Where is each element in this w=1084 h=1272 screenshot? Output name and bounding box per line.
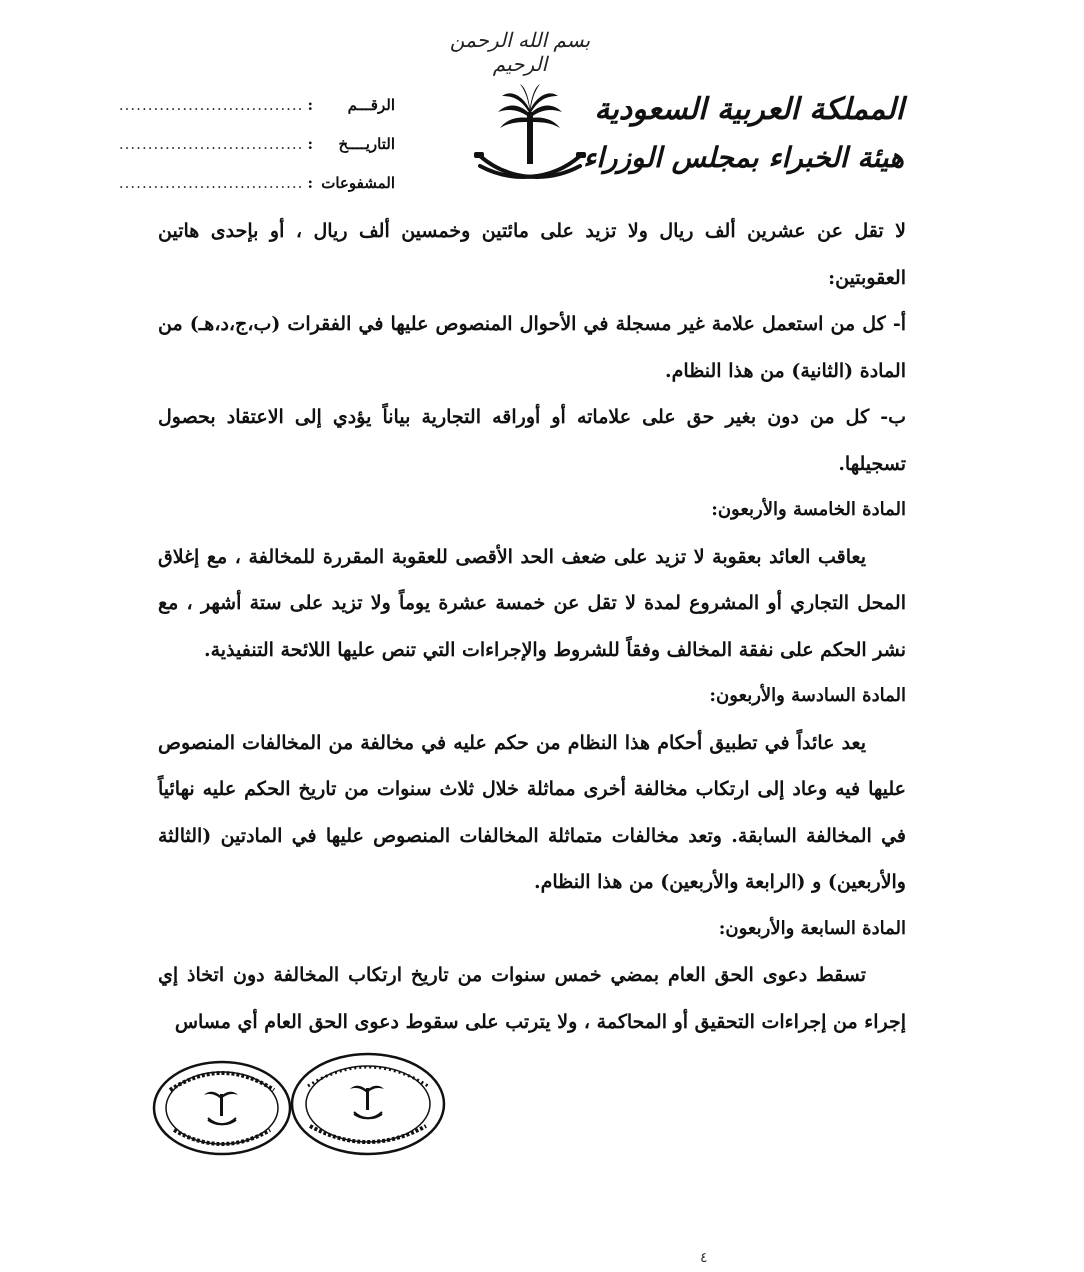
document-body xyxy=(158,208,906,1045)
reference-number-row: الرقـــم : ................................ xyxy=(118,96,395,114)
organization-name xyxy=(583,88,904,178)
reference-date-row: التاريــــخ : ................................ xyxy=(118,135,395,153)
article-46-heading: المادة السادسة والأربعون: xyxy=(709,685,906,706)
reference-attachments-label: المشفوعات xyxy=(321,174,395,192)
reference-attachments-row: المشفوعات : ................................ xyxy=(118,174,395,192)
reference-number-dots: ................................ xyxy=(118,96,304,114)
org-line-kingdom: المملكة العربية السعودية xyxy=(594,92,904,127)
article-45-heading: المادة الخامسة والأربعون: xyxy=(711,499,906,520)
stamp-lettering xyxy=(170,1067,428,1144)
reference-attachments-dots: ................................ xyxy=(118,174,304,192)
basmala: بسم الله الرحمن الرحيم xyxy=(449,28,591,76)
saudi-emblem-icon xyxy=(470,82,590,202)
article-47-text: تسقط دعوى الحق العام بمضي خمس سنوات من تاريخ ارتكاب المخالفة دون اتخاذ إي إجراء من إجراءات التحقيق أو المحاكمة ، ولا يترتب على سقوط دعوى الحق العام أي مساس xyxy=(158,964,906,1033)
paragraph-clause-b: ب- كل من دون بغير حق على علاماته أو أوراقه التجارية بياناً يؤدي إلى الاعتقاد بحصول تسجيلها. xyxy=(158,406,906,475)
reference-fields xyxy=(118,96,395,213)
page-number: ٤ xyxy=(700,1250,708,1266)
article-46-text: يعد عائداً في تطبيق أحكام هذا النظام من حكم عليه في مخالفة من المخالفات المنصوص عليها فيه وعاد إلى ارتكاب مخالفة أخرى مماثلة خلال ثلاث سنوات من تاريخ الحكم عليه نهائياً في المخالفة السابقة. وتعد مخالفات متماثلة المخالفات المنصوص عليها في المادتين (الثالثة والأربعين) و (الرابعة والأربعين) من هذا النظام. xyxy=(158,731,906,893)
reference-date-label: التاريــــخ xyxy=(338,135,395,153)
org-line-bureau: هيئة الخبراء بمجلس الوزراء xyxy=(583,141,904,174)
paragraph-clause-a: أ- كل من استعمل علامة غير مسجلة في الأحوال المنصوص عليها في الفقرات (ب،ج،د،هـ) من المادة (الثانية) من هذا النظام. xyxy=(158,313,906,382)
article-47-heading: المادة السابعة والأربعون: xyxy=(718,917,906,939)
reference-date-dots: ................................ xyxy=(118,135,304,153)
article-45-text: يعاقب العائد بعقوبة لا تزيد على ضعف الحد الأقصى للعقوبة المقررة للمخالفة ، مع إغلاق المحل التجاري أو المشروع لمدة لا تقل عن خمسة عشرة يوماً ولا تزيد على ستة أشهر ، مع نشر الحكم على نفقة المخالف وفقاً للشروط والإجراءات التي تنص عليها اللائحة التنفيذية. xyxy=(158,545,906,661)
reference-number-label: الرقـــم xyxy=(347,96,395,114)
paragraph-penalty-continuation: لا تقل عن عشرين ألف ريال ولا تزيد على مائتين وخمسين ألف ريال ، أو بإحدى هاتين العقوبتين: xyxy=(158,220,906,289)
official-stamps xyxy=(150,1050,450,1160)
